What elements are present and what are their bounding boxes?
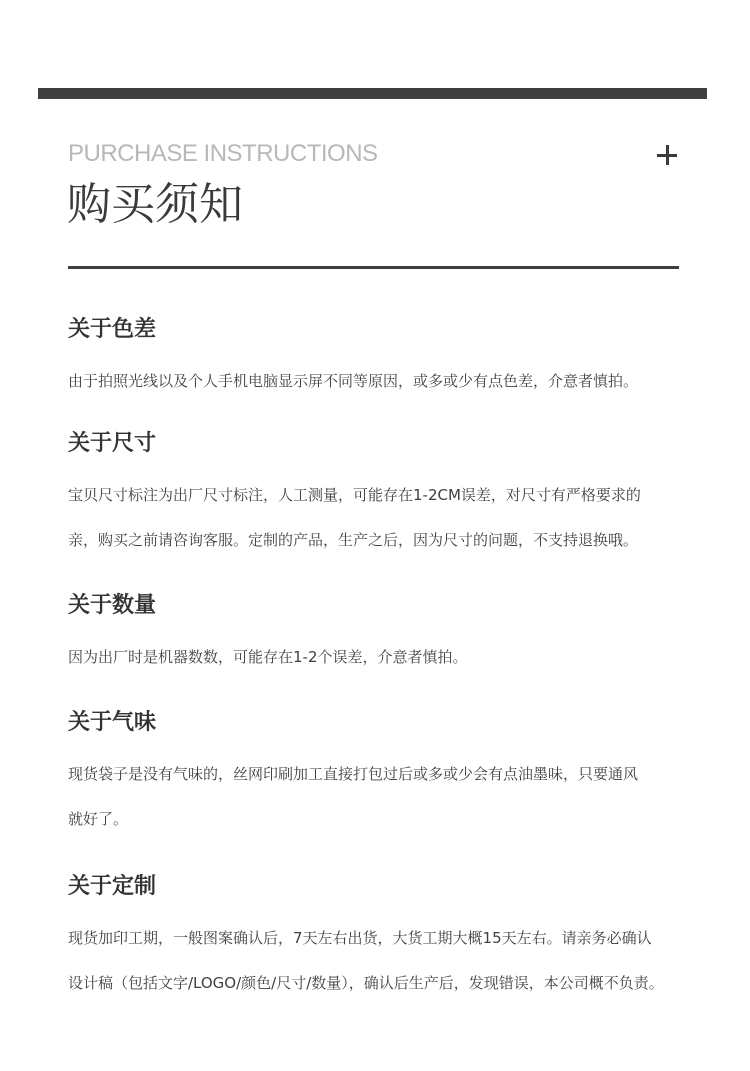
section-line: 现货加印工期，一般图案确认后，7天左右出货，大货工期大概15天左右。请亲务必确认 (68, 929, 652, 947)
page-title: 购买须知 (67, 179, 243, 230)
section-body-color (68, 359, 718, 404)
section-line: 由于拍照光线以及个人手机电脑显示屏不同等原因，或多或少有点色差，介意者慎拍。 (68, 372, 639, 390)
section-heading-color: 关于色差 (68, 317, 157, 342)
section-body-quantity (68, 635, 718, 680)
section-heading-odor: 关于气味 (68, 710, 157, 735)
section-heading-custom: 关于定制 (68, 874, 157, 899)
top-bar (38, 88, 707, 99)
section-heading-size: 关于尺寸 (68, 431, 157, 456)
section-body-custom (68, 916, 718, 1006)
section-line: 现货袋子是没有气味的，丝网印刷加工直接打包过后或多或少会有点油墨味，只要通风 (68, 765, 639, 783)
page-subtitle: PURCHASE INSTRUCTIONS (68, 140, 378, 167)
section-line: 宝贝尺寸标注为出厂尺寸标注，人工测量，可能存在1-2CM误差，对尺寸有严格要求的 (68, 486, 641, 504)
section-heading-quantity: 关于数量 (68, 593, 157, 618)
section-line: 就好了。 (68, 810, 129, 828)
title-divider (68, 266, 679, 269)
section-body-odor (68, 752, 718, 842)
plus-icon[interactable] (657, 145, 677, 165)
section-line: 因为出厂时是机器数数，可能存在1-2个误差，介意者慎拍。 (68, 648, 468, 666)
section-body-size (68, 473, 718, 563)
section-line: 设计稿（包括文字/LOGO/颜色/尺寸/数量），确认后生产后，发现错误，本公司概不负责。 (68, 974, 664, 992)
section-line: 亲，购买之前请咨询客服。定制的产品，生产之后，因为尺寸的问题，不支持退换哦。 (68, 531, 639, 549)
